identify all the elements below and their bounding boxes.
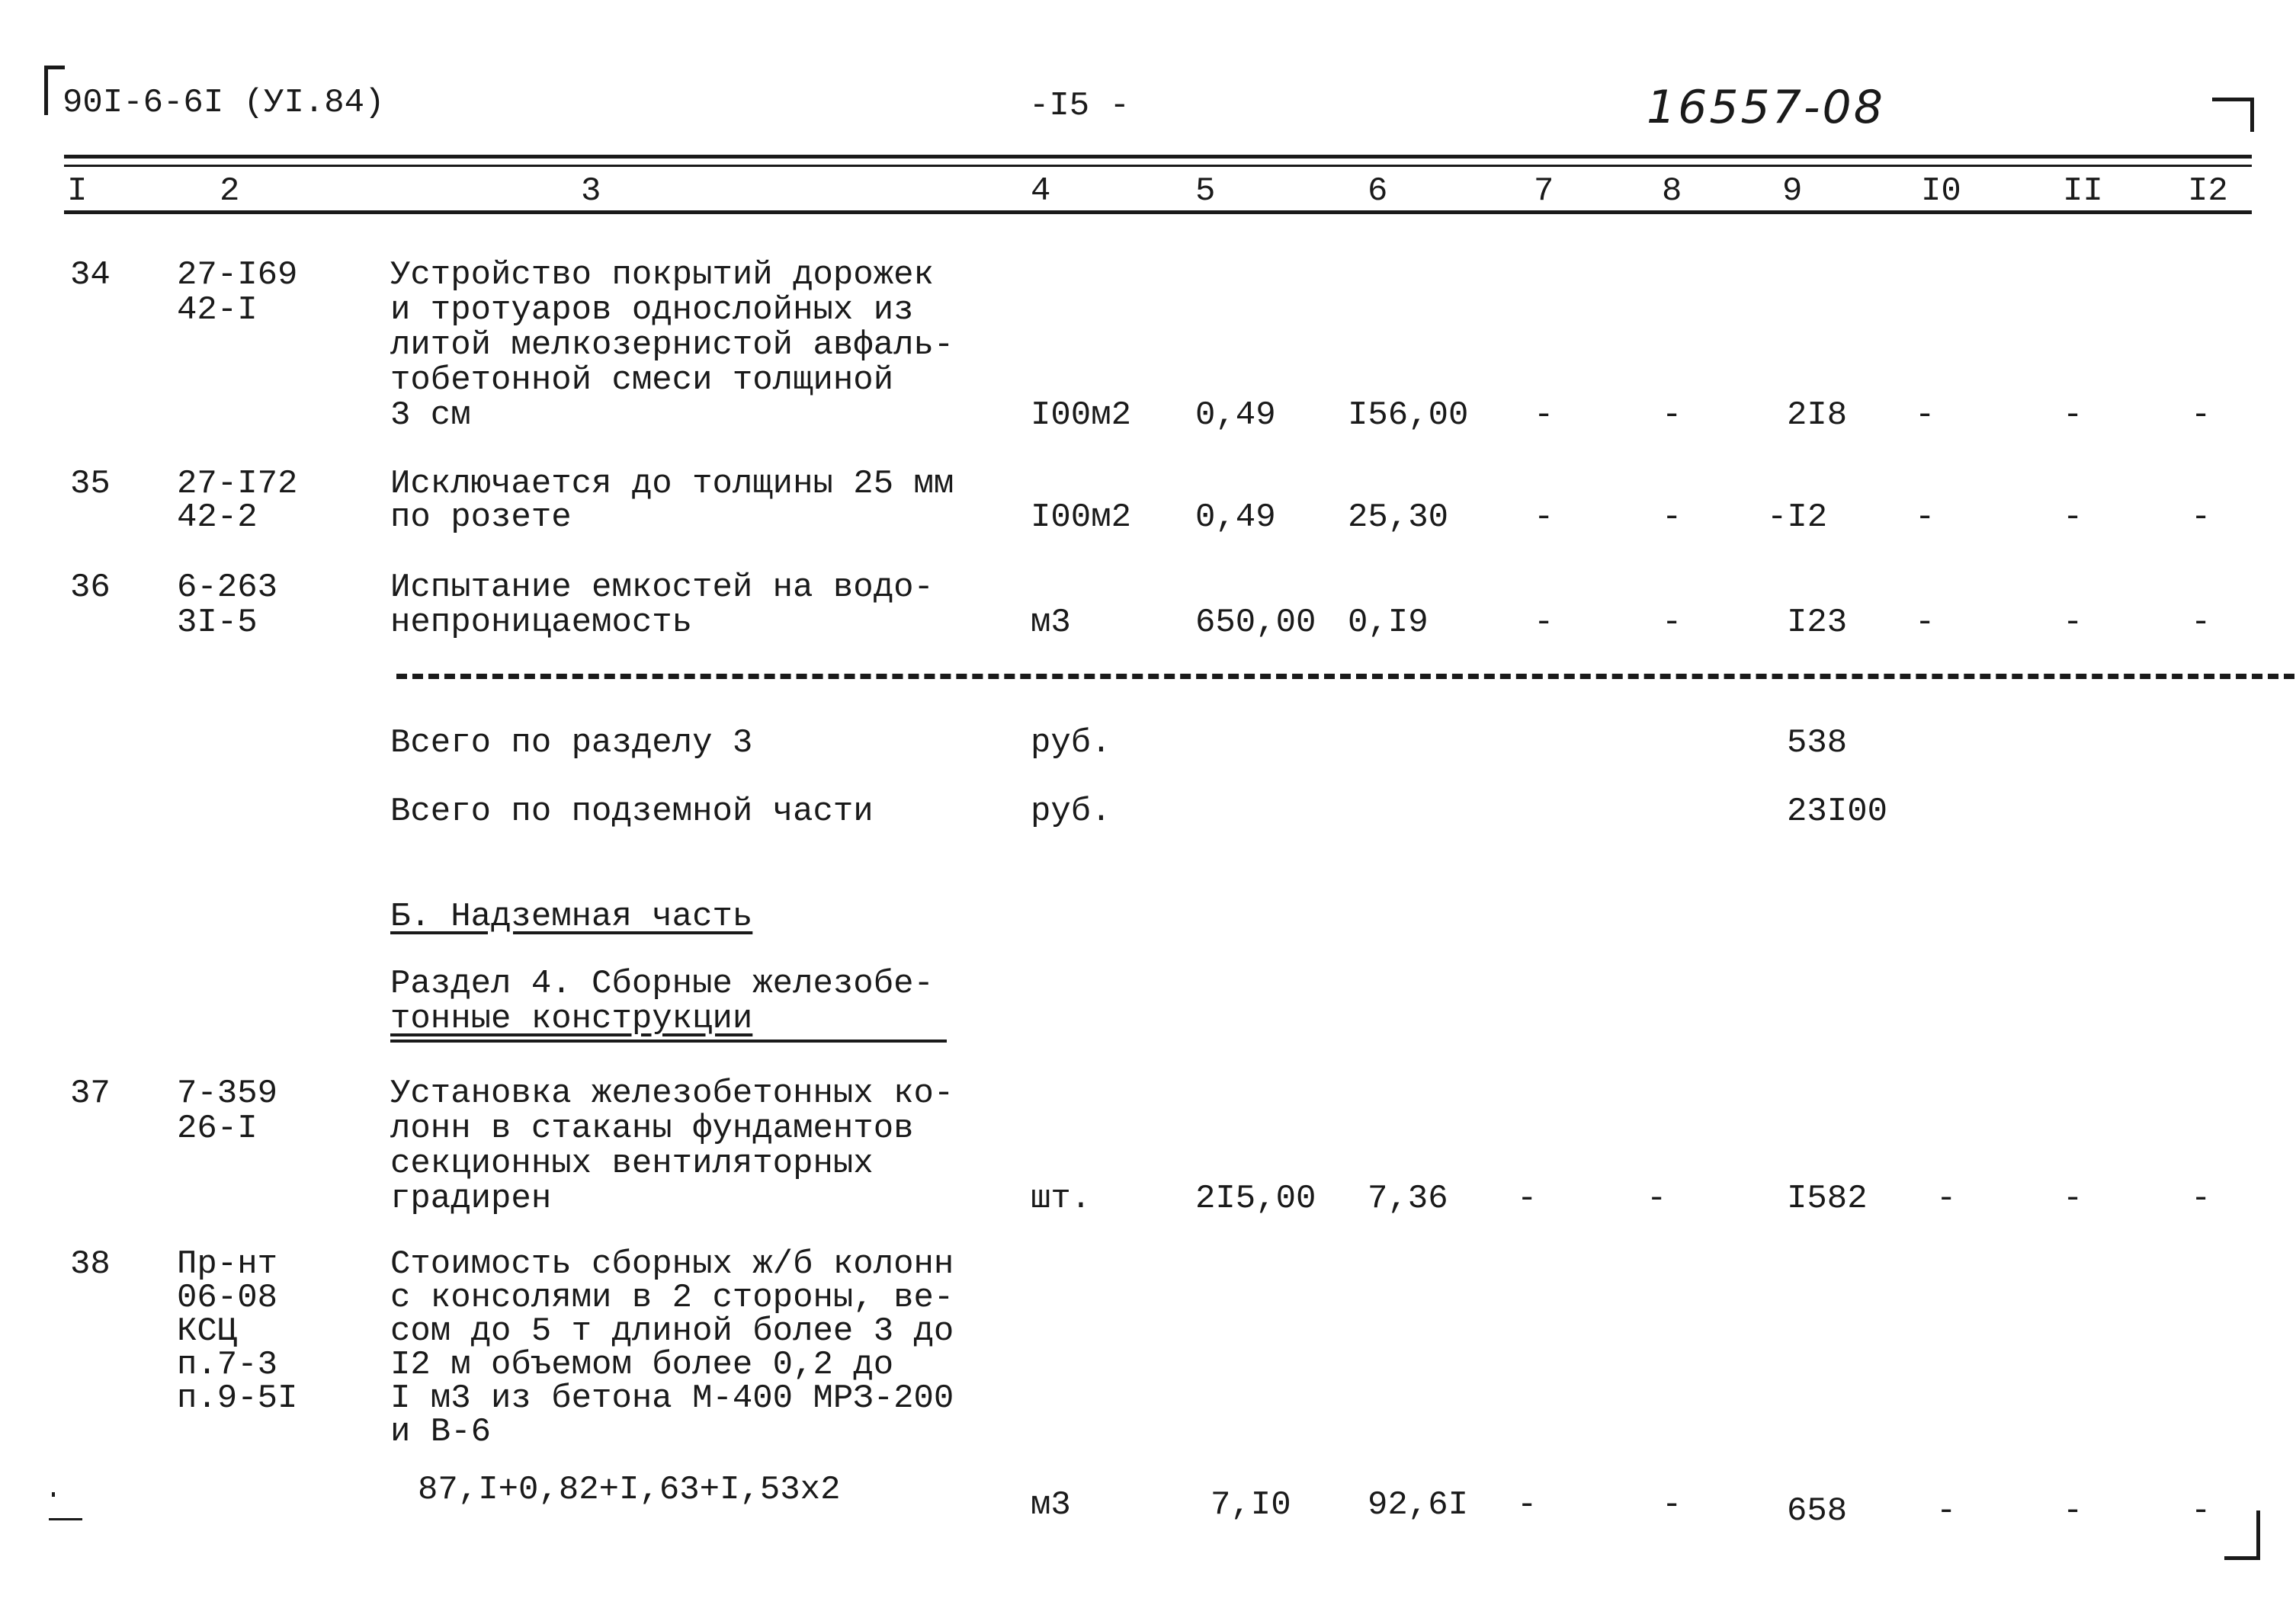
work-description: Испытание емкостей на водо- <box>390 569 934 607</box>
work-description: I м3 из бетона М-400 МРЗ-200 <box>390 1379 954 1418</box>
row-number: 38 <box>70 1245 111 1283</box>
corner-mark-top-left <box>44 66 65 115</box>
dash-cell: - <box>1915 396 1935 434</box>
total-unit: руб. <box>1031 724 1111 762</box>
work-description: Стоимость сборных ж/б колонн <box>390 1245 954 1283</box>
row-number: 37 <box>70 1075 111 1113</box>
work-description: Установка железобетонных ко- <box>390 1075 954 1113</box>
total-cost: 2I8 <box>1787 396 1848 434</box>
unit: шт. <box>1031 1180 1092 1218</box>
work-description: литой мелкозернистой авфаль- <box>390 326 954 364</box>
dash-cell: - <box>1662 396 1682 434</box>
total-unit: руб. <box>1031 793 1111 831</box>
norm-code: 3I-5 <box>177 604 258 642</box>
unit: I00м2 <box>1031 498 1132 537</box>
column-number: 7 <box>1534 172 1554 210</box>
unit: I00м2 <box>1031 396 1132 434</box>
norm-code: 7-359 <box>177 1075 278 1113</box>
header-rule-2 <box>64 165 2252 167</box>
work-description: градирен <box>390 1180 552 1218</box>
work-description: секционных вентиляторных <box>390 1145 874 1183</box>
norm-code: 6-263 <box>177 569 278 607</box>
column-number: I0 <box>1921 172 1961 210</box>
column-number: I <box>67 172 88 210</box>
unit: м3 <box>1031 1486 1071 1524</box>
corner-mark-top-right <box>2212 98 2254 132</box>
column-number: 2 <box>220 172 240 210</box>
unit-price: 7,36 <box>1368 1180 1448 1218</box>
quantity: 7,I0 <box>1211 1486 1291 1524</box>
column-number: 8 <box>1662 172 1682 210</box>
section-divider-dashed <box>396 674 2294 679</box>
corner-mark-bottom-right <box>2224 1510 2260 1560</box>
dash-cell: - <box>2063 604 2083 642</box>
work-description: I2 м объемом более 0,2 до <box>390 1346 894 1384</box>
dash-cell: - <box>2191 1492 2211 1530</box>
dash-cell: - <box>1936 1180 1957 1218</box>
section-heading-rule <box>390 1040 947 1043</box>
work-description: и В-6 <box>390 1413 492 1451</box>
inventory-stamp: 16557-08 <box>1647 81 1885 134</box>
norm-code: 27-I69 <box>177 256 298 294</box>
document-code: 90I-6-6I (УI.84) <box>63 84 385 122</box>
norm-code: 42-I <box>177 291 258 329</box>
scan-mark <box>49 1518 82 1520</box>
norm-code: 27-I72 <box>177 465 298 503</box>
dash-cell: - <box>1517 1486 1538 1524</box>
norm-code: 42-2 <box>177 498 258 537</box>
work-description: Исключается до толщины 25 мм <box>390 465 954 503</box>
unit-price: 25,30 <box>1348 498 1449 537</box>
work-description: лонн в стаканы фундаментов <box>390 1110 914 1148</box>
dash-cell: - <box>1915 498 1935 537</box>
column-number: 9 <box>1782 172 1803 210</box>
column-header-rule <box>64 210 2252 214</box>
norm-code: Пр-нт <box>177 1245 278 1283</box>
column-number: 5 <box>1195 172 1216 210</box>
section-heading: тонные конструкции <box>390 1000 753 1038</box>
work-description: непроницаемость <box>390 604 693 642</box>
column-number: I2 <box>2188 172 2228 210</box>
dash-cell: - <box>1647 1180 1667 1218</box>
dash-cell: - <box>1534 604 1554 642</box>
norm-code: 06-08 <box>177 1279 278 1317</box>
part-title: Б. Надземная часть <box>390 898 753 936</box>
quantity: 650,00 <box>1195 604 1316 642</box>
total-cost: I23 <box>1787 604 1848 642</box>
work-description: и тротуаров однослойных из <box>390 291 914 329</box>
quantity: 0,49 <box>1195 498 1276 537</box>
quantity: 2I5,00 <box>1195 1180 1316 1218</box>
quantity-formula: 87,I+0,82+I,63+I,53x2 <box>418 1471 841 1509</box>
row-number: 36 <box>70 569 111 607</box>
total-label: Всего по подземной части <box>390 793 874 831</box>
work-description: по розете <box>390 498 572 537</box>
dash-cell: - <box>2191 396 2211 434</box>
dash-cell: - <box>2191 1180 2211 1218</box>
dash-cell: - <box>1662 604 1682 642</box>
total-cost: 658 <box>1787 1492 1848 1530</box>
work-description: Устройство покрытий дорожек <box>390 256 934 294</box>
column-number: 6 <box>1368 172 1388 210</box>
column-number: 3 <box>581 172 601 210</box>
unit-price: I56,00 <box>1348 396 1469 434</box>
total-value: 538 <box>1787 724 1848 762</box>
column-number: II <box>2063 172 2103 210</box>
dash-cell: - <box>1534 498 1554 537</box>
quantity: 0,49 <box>1195 396 1276 434</box>
unit-price: 92,6I <box>1368 1486 1469 1524</box>
norm-code: 26-I <box>177 1110 258 1148</box>
total-label: Всего по разделу 3 <box>390 724 753 762</box>
total-cost: -I2 <box>1767 498 1828 537</box>
work-description: тобетонной смеси толщиной <box>390 361 894 399</box>
column-number: 4 <box>1031 172 1051 210</box>
dash-cell: - <box>1936 1492 1957 1530</box>
page-number: -I5 - <box>1029 87 1130 125</box>
dash-cell: - <box>2063 396 2083 434</box>
norm-code: п.7-3 <box>177 1346 278 1384</box>
dash-cell: - <box>1662 1486 1682 1524</box>
work-description: с консолями в 2 стороны, ве- <box>390 1279 954 1317</box>
dash-cell: - <box>2063 1492 2083 1530</box>
total-value: 23I00 <box>1787 793 1888 831</box>
dash-cell: - <box>2191 604 2211 642</box>
total-cost: I582 <box>1787 1180 1868 1218</box>
dash-cell: - <box>1915 604 1935 642</box>
dash-cell: - <box>1517 1180 1538 1218</box>
work-description: сом до 5 т длиной более 3 до <box>390 1312 954 1350</box>
header-rule-1 <box>64 155 2252 159</box>
dash-cell: - <box>2063 498 2083 537</box>
row-number: 35 <box>70 465 111 503</box>
unit-price: 0,I9 <box>1348 604 1429 642</box>
dash-cell: - <box>2063 1180 2083 1218</box>
norm-code: КСЦ <box>177 1312 238 1350</box>
row-number: 34 <box>70 256 111 294</box>
dash-cell: - <box>1662 498 1682 537</box>
dash-cell: - <box>2191 498 2211 537</box>
norm-code: п.9-5I <box>177 1379 298 1418</box>
section-heading: Раздел 4. Сборные железобе- <box>390 965 934 1003</box>
unit: м3 <box>1031 604 1071 642</box>
dash-cell: - <box>1534 396 1554 434</box>
scan-mark <box>52 1492 55 1497</box>
work-description: 3 см <box>390 396 471 434</box>
